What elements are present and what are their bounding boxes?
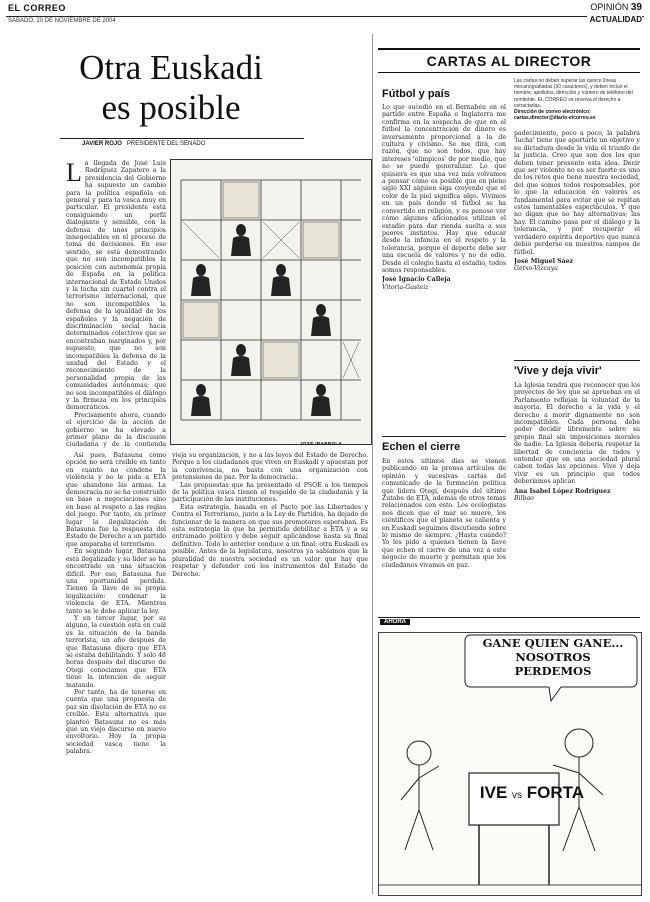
title-line-1: Otra Euskadi [79, 48, 263, 87]
cartoon-section-label: AHORA [380, 619, 410, 625]
article-paragraph: vieja su organización, y no a las leyes del Estado de Derecho. Porque a los ciudadanos que viven en Euskadi y apuestan por la convivencia, no basta con una organización con pretensiones de paz. Por la democracia. [172, 452, 368, 482]
page-header-right [590, 2, 642, 13]
article-paragraph: En segundo lugar, Batasuna está ilegalizada y su líder se ha encontrado en una situación difícil. Por eso, Batasuna fue una oportunidad perdida. Tienen la llave de su propia legalización: condenar la violencia de ETA. Mientras tanto se le debe aplicar la ley. [66, 548, 166, 615]
illustration-drawing [171, 160, 371, 444]
letter-4-place: Bilbao [514, 495, 534, 503]
top-rule [6, 16, 644, 17]
letter-1-continued [514, 130, 640, 352]
letter-4-title: 'Vive y deja vivir' [514, 365, 602, 377]
author-name: JAVIER ROJO [82, 141, 122, 147]
bubble-line-2: NOSOTROS PERDEMOS [514, 650, 592, 678]
letter-2-place: Getxo-Vizcaya [514, 265, 558, 273]
article-col-1-bottom [66, 452, 166, 892]
article-paragraph: Las propuestas que ha presentado el PSOE a los tiempos de la política vasca tienen el respaldo de la ciudadanía y la participación de las instituciones. [172, 481, 368, 504]
title-line-2: es posible [101, 88, 241, 127]
letter-divider [382, 436, 506, 437]
email-label: Dirección de correo electrónico: [514, 109, 591, 116]
letter-1-title: Fútbol y país [382, 88, 450, 100]
column-rule [372, 34, 373, 894]
letter-1-place: Vitoria-Gasteiz [382, 283, 429, 291]
letter-4-body [514, 382, 640, 608]
article-paragraph: Y en tercer lugar, por su alguno, la cuestión está en cuál es la situación de la banda terrorista, un año después de que Batasuna dijera que ETA se estaba debilitando. Y solo 48 horas después del discurso de Otegi conocíamos que ETA tiene la intención de seguir matando. [66, 614, 166, 689]
letter-divider [514, 360, 640, 361]
letter-1-author: José Ignacio Calleja [382, 276, 451, 284]
article-col-2 [172, 452, 368, 892]
letter-3-title: Echen el cierre [382, 441, 461, 453]
sign-forta: FORTA [526, 783, 585, 802]
byline-rule [60, 138, 304, 139]
letters-info-text: Las cartas no deben superar las quince líneas mecanografiadas (30 caracteres), y deben incluir el nombre, apellidos, dirección y número de teléfono del remitente. EL CORREO se reserva el derecho a extractarlas. [514, 78, 633, 109]
letter-4-author: Ana Isabel López Rodríguez [514, 487, 611, 495]
sign-vs: vs [512, 790, 523, 801]
masthead: EL CORREO [8, 3, 66, 13]
cartoon-section-bar [378, 617, 640, 630]
article-paragraph: Así pues, Batasuna como opción no será creíble en tanto en cuanto no condene la violencia y no le pida a ETA que abandone las armas. La democracia no se ha construido en base a negociaciones sino en base al respeto a las reglas del juego. Por tanto, en primer lugar la ilegalización de Batasuna fue la respuesta del Estado de Derecho a un partido que amparaba el terrorismo. [66, 452, 166, 548]
letter-1-body [382, 104, 506, 432]
dateline: SÁBADO, 20 DE NOVIEMBRE DE 2004 [8, 18, 116, 24]
letter-4-text: La Iglesia tendrá que reconocer que los proyectos de ley que se aprueban en el Parlamento reflejan la voluntad de la mayoría. El derecho a la vida y el derecho a morir dignamente no son incompatibles. Cada persona debe poder decidir libremente sobre su propio final sin imposiciones morales de nadie. La Iglesia debería respetar la libertad de conciencia de todos y entender que en una sociedad plural caben todas las opciones. Vive y deja vivir es un principio que todos deberíamos aplicar. [514, 382, 640, 486]
dropcap: L [66, 160, 82, 187]
article-paragraph: Por tanto, ha de tenerse en cuenta que una propuesta de paz sin disolución de ETA no es creíble. Esta alternativa que planteó Batasuna no es más que un viejo discurso en nuevo envoltorio. Hoy la propia sociedad vasca tiene la palabra. [66, 689, 166, 756]
article-paragraph: a llegada de José Luis Rodríguez Zapatero a la presidencia del Gobierno ha supuesto un cambio para la política española en general y para la vasca muy en particular. El presidente está consiguiendo un perfil dialogante y sensible, con la defensa de unos principios innegociables en el proceso de toma de decisiones. En ese sentido, se está demostrando que no son incompatibles la posición con autonomía propia de España en la política internacional de Estado Unidos y la lucha sin cuartel contra el terrorismo internacional, que no son incompatibles la defensa de la igualdad de los españoles y la negación de discriminación social hacia determinados colectivos que se encontraban marginados y, por supuesto, que no son incompatibles la defensa de la unidad del Estado y el reconocimiento de la personalidad propia de las comunidades autónomas; que no son incompatibles el diálogo y la firmeza en los principios democráticos. [66, 160, 166, 412]
letters-section-title: CARTAS AL DIRECTOR [378, 48, 640, 73]
email-address: cartas.director@diario-elcorreo.es [514, 115, 596, 122]
letter-3-body [382, 458, 506, 610]
article-paragraph: Esta estrategia, basada en el Pacto por las Libertades y Contra el Terrorismo, junto a la Ley de Partidos, ha dejado de funcionar de la manera en que sus promotores esperaban. Es esta estrategia la que ha permitido debilitar a ETA y a su entramado político y debe seguir aplicándose hasta su final definitivo. Todo lo anterior conduce a un final: otra Euskadi es posible. Antes de la legislatura, nosotros ya sabíamos que la pluralidad de nuestra sociedad es un valor que hay que respetar y defender con los instrumentos del Estado de Derecho. [172, 503, 368, 578]
letter-3-text: En estos últimos días se vienen publicando en la prensa artículos de opinión y sucesivas cartas del comunicado de la formación política que lidera Otegi, después del último Zutabe de ETA, además de otros temas relacionados con esto. Los ecologistas nos dicen que el mar se muere, los científicos que el planeta se calienta y en Euskadi seguimos discutiendo sobre lo mismo de siempre. ¿Hasta cuándo? Yo les pido a quienes tienen la llave que echen el cierre de una vez a este negocio de muerte y permitan que los ciudadanos vivamos en paz. [382, 458, 506, 569]
section-top: OPINIÓN [590, 2, 629, 12]
illustration-credit: JOSÉ IBARROLA [300, 441, 343, 446]
page-number: 39 [630, 2, 642, 13]
section-name: ACTUALIDAD [587, 15, 642, 24]
article-paragraph: Precisamente ahora, cuando el ejercicio de la acción de gobierno se ha elevado a primer plano de la discusión ciudadana y de la contienda [66, 411, 166, 448]
bubble-line-1: GANE QUIEN GANE... [482, 636, 624, 650]
article-col-1-top [66, 160, 166, 448]
sign-ive: IVE [479, 783, 508, 802]
letters-info [514, 78, 642, 121]
cartoon-speech-bubble [478, 636, 628, 678]
letter-2-author: José Miguel Sáez [514, 257, 574, 265]
cartoon-sign [472, 783, 592, 803]
letter-1-cont-text: padecimiento, poco a poco, la palabra 'lucha' tiene que aportarle un objetivo y su dictadura desde la vida el triunfo de la justicia. Creo que son dos los que deben tener presente esta idea. Decir que ser violento no es ser fuerte es uno de los retos que tiene nuestra sociedad, del que somos todos responsables, por lo que la educación en valores es fundamental para evitar que se repitan estos lamentables espectáculos. Y que no digan que no hay alternativas; las hay. El camino pasa por el diálogo y la tolerancia, y por recuperar el verdadero espíritu deportivo que nunca debió perderse en nuestros campos de fútbol. [514, 130, 640, 256]
letter-1-text: Lo que sucedió en el Bernabéu en el partido entre España e Inglaterra me confirma en la sospecha de que en el fútbol la concentración de dinero es inversamente proporcional a la de cultura y civismo. Se me dirá, con razón, que no son todos, que hay intereses 'olímpicos' de por medio, que no se puede generalizar. Lo que quisiera es que una vez más volvamos a pensar cómo es posible que en pleno siglo XXI alguien siga creyendo que el color de la piel significa algo. Vivimos en un país donde el fútbol se ha convertido en religión, y es penoso ver cómo algunos aficionados utilizan el estadio para dar rienda suelta a sus peores instintos. Hay que educar desde la infancia en el respeto y la tolerancia, porque el deporte debe ser una escuela de valores y no de odio. Desde el colegio hasta el estadio, todos somos responsables. [382, 104, 506, 274]
byline [82, 141, 302, 147]
author-role: PRESIDENTE DEL SENADO [126, 141, 206, 147]
article-illustration [170, 159, 372, 445]
article-title [46, 48, 296, 128]
